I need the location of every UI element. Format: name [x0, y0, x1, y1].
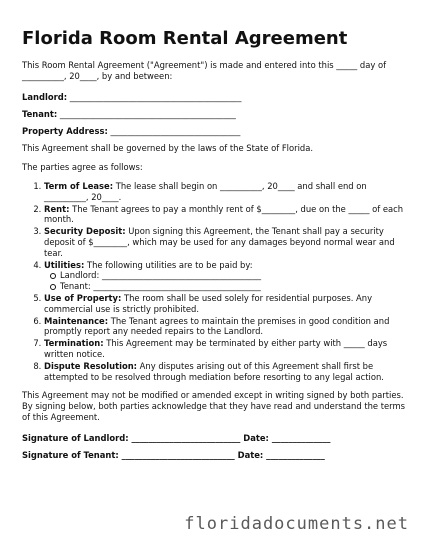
parties-agree-paragraph: The parties agree as follows: — [22, 162, 143, 172]
term-item — [44, 338, 410, 360]
utilities-tenant-item: Tenant: ________________________________________ — [50, 281, 410, 292]
term-text: Upon signing this Agreement, the Tenant shall pay a security deposit of $________, which may be used for any damages beyond normal wear and tear. — [44, 226, 395, 258]
term-text: The room shall be used solely for residential purposes. Any commercial use is strictly prohibited. — [44, 292, 373, 314]
term-heading: Use of Property: — [44, 292, 122, 303]
intro-paragraph: This Room Rental Agreement ("Agreement") is made and entered into this _____ day of __________, 20____, by and between: — [22, 60, 387, 81]
closing-paragraph: This Agreement may not be modified or amended except in writing signed by both parties. By signing below, both parties acknowledge that they have read and understand the terms of this Agreement. — [22, 390, 405, 423]
utilities-landlord-item: Landlord: ______________________________________ — [50, 270, 410, 281]
term-heading: Termination: — [44, 338, 104, 349]
term-text: Any disputes arising out of this Agreement shall first be attempted to be resolved through mediation before resorting to any legal action. — [44, 360, 384, 382]
term-item — [44, 361, 410, 383]
landlord-signature-line: Signature of Landlord: __________________________ Date: ______________ — [22, 433, 331, 444]
term-text: The following utilities are to be paid by: — [84, 259, 253, 270]
landlord-blank: _________________________________________ — [69, 92, 242, 102]
landlord-label: Landlord: — [22, 92, 68, 102]
term-heading: Dispute Resolution: — [44, 360, 138, 371]
term-item — [44, 316, 410, 338]
term-text: This Agreement may be terminated by either party with _____ days written notice. — [44, 338, 388, 359]
term-heading: Term of Lease: — [44, 181, 114, 191]
terms-list — [22, 181, 410, 382]
term-text: The Tenant agrees to pay a monthly rent of $________, due on the _____ of each month. — [44, 203, 404, 225]
term-item — [44, 260, 410, 292]
footer-watermark: floridadocuments.net — [184, 514, 409, 534]
property-address-field — [22, 126, 410, 137]
term-heading: Security Deposit: — [44, 226, 126, 237]
term-item — [44, 293, 410, 315]
tenant-field — [22, 109, 410, 120]
property-address-label: Property Address: — [22, 126, 108, 136]
term-text: The Tenant agrees to maintain the premises in good condition and promptly report any needed repairs to the Landlord. — [44, 315, 390, 337]
property-address-blank: _______________________________ — [110, 126, 241, 136]
term-item — [44, 204, 410, 226]
term-item — [44, 226, 410, 258]
term-heading: Utilities: — [44, 259, 85, 270]
utilities-sublist — [44, 270, 410, 292]
landlord-field — [22, 92, 410, 103]
document-title: Florida Room Rental Agreement — [22, 28, 348, 49]
document-page — [22, 28, 410, 467]
tenant-signature-line: Signature of Tenant: ___________________________ Date: ______________ — [22, 450, 325, 461]
term-heading: Rent: — [44, 203, 70, 214]
tenant-blank: __________________________________________ — [59, 109, 236, 119]
term-item — [44, 181, 410, 203]
governing-law-paragraph: This Agreement shall be governed by the laws of the State of Florida. — [22, 143, 314, 153]
term-heading: Maintenance: — [44, 315, 109, 326]
tenant-label: Tenant: — [22, 109, 58, 119]
term-text: The lease shall begin on __________, 20____ and shall end on __________, 20____. — [44, 181, 367, 202]
